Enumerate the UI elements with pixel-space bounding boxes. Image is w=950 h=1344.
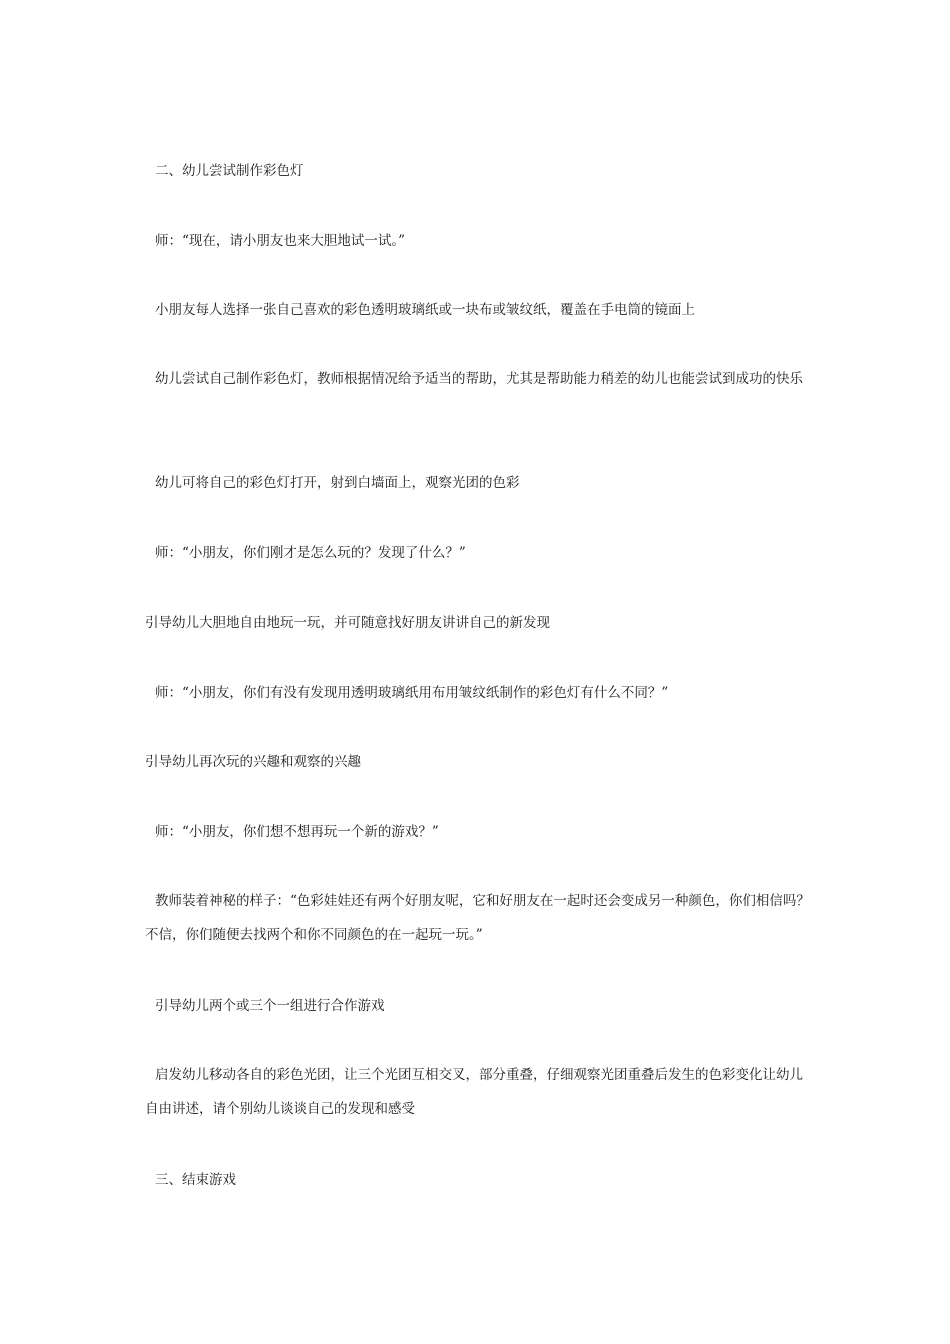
paragraph-guide-interest: 引导幼儿再次玩的兴趣和观察的兴趣 (145, 754, 361, 770)
paragraph-guide-play: 引导幼儿大胆地自由地玩一玩，并可随意找好朋友讲讲自己的新发现 (145, 615, 550, 631)
paragraph-teacher-question-3: 师：“小朋友，你们想不想再玩一个新的游戏？” (155, 824, 439, 840)
section-heading-2: 二、幼儿尝试制作彩色灯 (155, 163, 304, 179)
paragraph-teacher-question-2: 师：“小朋友，你们有没有发现用透明玻璃纸用布用皱纹纸制作的彩色灯有什么不同？” (155, 685, 669, 701)
paragraph-choose-paper: 小朋友每人选择一张自己喜欢的彩色透明玻璃纸或一块布或皱纹纸，覆盖在手电筒的镜面上 (155, 302, 695, 318)
paragraph-teacher-mystery: 教师装着神秘的样子：“色彩娃娃还有两个好朋友呢，它和好朋友在一起时还会变成另一种颜色，你们相信吗？不信，你们随便去找两个和你不同颜色的在一起玩一玩。” (145, 893, 810, 943)
paragraph-teacher-invite: 师：“现在，请小朋友也来大胆地试一试。” (155, 233, 406, 249)
paragraph-teacher-question-1: 师：“小朋友，你们刚才是怎么玩的？发现了什么？” (155, 545, 466, 561)
paragraph-shine-wall: 幼儿可将自己的彩色灯打开，射到白墙面上，观察光团的色彩 (155, 475, 520, 491)
paragraph-make-lamp: 幼儿尝试自己制作彩色灯，教师根据情况给予适当的帮助，尤其是帮助能力稍差的幼儿也能尝试到成功的快乐 (155, 371, 803, 387)
paragraph-group-game: 引导幼儿两个或三个一组进行合作游戏 (155, 998, 385, 1014)
section-heading-3: 三、结束游戏 (155, 1172, 236, 1188)
paragraph-overlap-observe: 启发幼儿移动各自的彩色光团，让三个光团互相交叉，部分重叠，仔细观察光团重叠后发生的色彩变化让幼儿自由讲述，请个别幼儿谈谈自己的发现和感受 (145, 1067, 803, 1117)
